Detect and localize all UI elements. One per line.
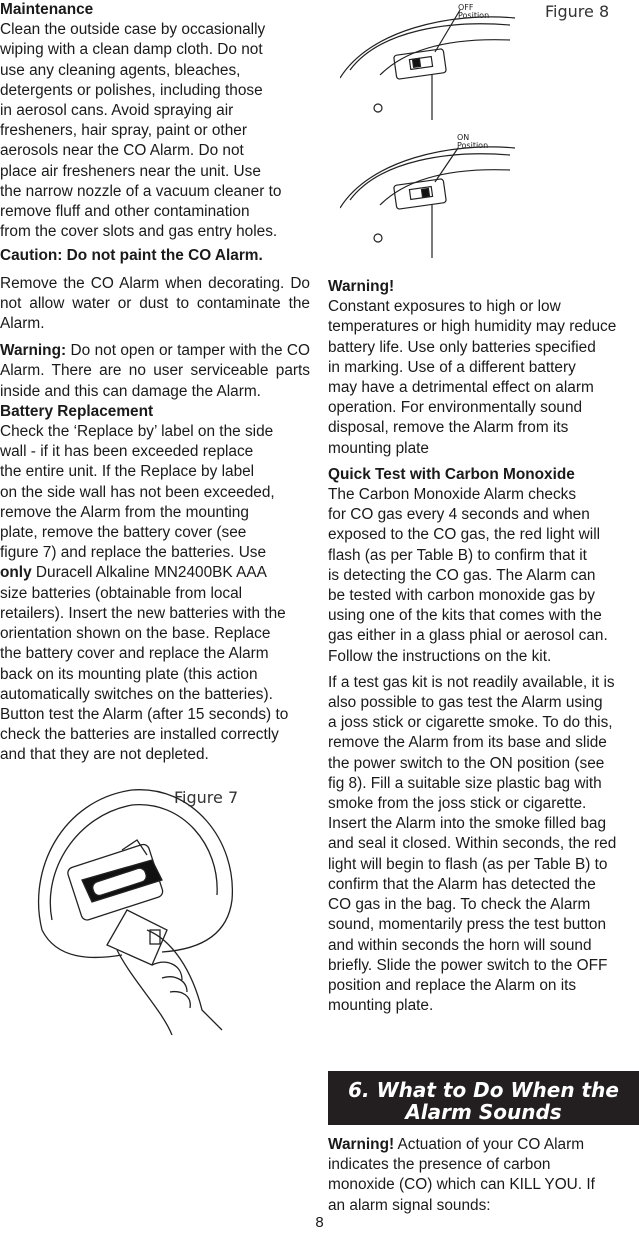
text-line: fig 8). Fill a suitable size plastic bag with (328, 774, 602, 792)
figure-7-label: Figure 7 (174, 788, 239, 807)
text-line: using one of the kits that comes with the (328, 607, 602, 625)
off-label-2: Position (458, 11, 490, 20)
text-line: size batteries (obtainable from local (0, 584, 243, 602)
battery-paragraph (0, 422, 310, 765)
text-line: detergents or polishes, including those (0, 81, 263, 99)
text-line: plate, remove the battery cover (see (0, 524, 247, 542)
quicktest-body (328, 485, 638, 667)
text-line: Check the ‘Replace by’ label on the side (0, 423, 274, 441)
warning-paragraph (0, 341, 310, 402)
text-line: Follow the instructions on the kit. (328, 647, 552, 665)
text-line: light will begin to flash (as per Table B) to (328, 855, 608, 873)
text-line: temperatures or high humidity may reduce (328, 318, 617, 336)
figure-8-label: Figure 8 (545, 2, 610, 21)
text-line: back on its mounting plate (this action (0, 665, 258, 683)
text-line: the entire unit. If the Replace by label (0, 463, 255, 481)
warning-text: Do not open or tamper with the CO Alarm. There are no user serviceable parts inside and this can damage the Alarm. (0, 342, 310, 400)
text-line (0, 563, 310, 583)
text-line (328, 1135, 638, 1155)
text-line: place air fresheners near the unit. Use (0, 162, 261, 180)
text-line: CO gas in the bag. To check the Alarm (328, 896, 591, 914)
text-span: Actuation of your CO Alarm (394, 1136, 585, 1153)
figure-7-illustration (22, 780, 282, 1040)
section-title-line-2: Alarm Sounds (405, 1100, 562, 1124)
text-line: aerosols near the CO Alarm. Do not (0, 142, 244, 160)
text-line: wiping with a clean damp cloth. Do not (0, 41, 263, 59)
off-label-1: OFF (458, 3, 474, 12)
figure-8-illustration (340, 0, 540, 262)
text-line: position and replace the Alarm on its (328, 976, 577, 994)
text-line: an alarm signal sounds: (328, 1196, 491, 1214)
text-line: may have a detrimental effect on alarm (328, 379, 594, 397)
text-line: and that they are not depleted. (0, 746, 209, 764)
text-line: wall - if it has been exceeded replace (0, 443, 254, 461)
text-line: in aerosol cans. Avoid spraying air (0, 102, 234, 120)
text-line: Button test the Alarm (after 15 seconds) to (0, 705, 289, 723)
text-line: If a test gas kit is not readily available, it is (328, 673, 615, 691)
text-line: for CO gas every 4 seconds and when (328, 506, 590, 524)
warning-label: Warning: (0, 342, 67, 360)
text-line: Clean the outside case by occasionally (0, 21, 266, 39)
warning-heading: Warning! (328, 278, 395, 295)
text-line: a joss stick or cigarette smoke. To do this, (328, 714, 613, 732)
text-line: use any cleaning agents, bleaches, (0, 61, 241, 79)
text-line: flash (as per Table B) to confirm that it (328, 546, 587, 564)
text-line: battery life. Use only batteries specified (328, 338, 596, 356)
text-line: remove the Alarm from the mounting (0, 503, 249, 521)
text-line: fresheners, hair spray, paint or other (0, 122, 247, 140)
testgas-body (328, 673, 638, 1016)
text-line: indicates the presence of carbon (328, 1156, 551, 1174)
text-line: remove fluff and other contamination (0, 203, 250, 221)
text-line: the power switch to the ON position (see (328, 754, 605, 772)
text-line: also possible to gas test the Alarm using (328, 694, 603, 712)
maintenance-paragraph (0, 20, 310, 242)
section-title-line-1: 6. What to Do When the (348, 1078, 619, 1102)
text-line: gas either in a glass phial or aerosol can. (328, 627, 608, 645)
text-line: smoke from the joss stick or cigarette. (328, 795, 587, 813)
text-line: the battery cover and replace the Alarm (0, 645, 269, 663)
text-line: disposal, remove the Alarm from its (328, 419, 569, 437)
text-line: is detecting the CO gas. The Alarm can (328, 566, 596, 584)
text-line: exposed to the CO gas, the red light will (328, 526, 601, 544)
text-line: the narrow nozzle of a vacuum cleaner to (0, 182, 282, 200)
text-line: sound, momentarily press the test button (328, 916, 607, 934)
text-line: check the batteries are installed correctly (0, 726, 279, 744)
section-6-banner (328, 1071, 639, 1125)
on-label-2: Position (457, 141, 489, 150)
text-line: from the cover slots and gas entry holes. (0, 223, 278, 241)
final-warning (328, 1135, 638, 1216)
final-warning-label: Warning! (328, 1136, 395, 1153)
text-line: operation. For environmentally sound (328, 399, 583, 417)
text-line: retailers). Insert the new batteries with the (0, 604, 286, 622)
text-line: briefly. Slide the power switch to the OFF (328, 956, 608, 974)
text-line: be tested with carbon monoxide gas by (328, 587, 595, 605)
text-line: remove the Alarm from its base and slide (328, 734, 607, 752)
text-line: in marking. Use of a different battery (328, 358, 576, 376)
text-line: mounting plate. (328, 997, 434, 1015)
warning-body (328, 297, 638, 459)
remove-paragraph: Remove the CO Alarm when decorating. Do not allow water or dust to contaminate the Alarm. (0, 274, 310, 333)
text-line: mounting plate (328, 439, 429, 457)
text-line: figure 7) and replace the batteries. Use (0, 544, 267, 562)
left-column (0, 0, 310, 766)
caution-text: Caution: Do not paint the CO Alarm. (0, 247, 263, 265)
battery-heading: Battery Replacement (0, 402, 154, 420)
text-line: automatically switches on the batteries). (0, 685, 273, 703)
text-line: on the side wall has not been exceeded, (0, 483, 275, 501)
only-emphasis: only (0, 564, 32, 582)
page-number: 8 (315, 1214, 324, 1231)
text-line: and seal it closed. Within seconds, the red (328, 835, 617, 853)
on-label-1: ON (457, 133, 470, 142)
text-line: monoxide (CO) which can KILL YOU. If (328, 1176, 595, 1194)
text-line: Constant exposures to high or low (328, 298, 561, 316)
right-column (328, 277, 638, 1016)
text-line: and within seconds the horn will sound (328, 936, 592, 954)
text-span: Duracell Alkaline MN2400BK AAA (31, 564, 267, 582)
text-line: confirm that the Alarm has detected the (328, 875, 596, 893)
quicktest-heading: Quick Test with Carbon Monoxide (328, 465, 575, 483)
maintenance-heading: Maintenance (0, 1, 94, 18)
text-line: Insert the Alarm into the smoke filled bag (328, 815, 607, 833)
text-line: The Carbon Monoxide Alarm checks (328, 486, 577, 504)
text-line: orientation shown on the base. Replace (0, 625, 271, 643)
